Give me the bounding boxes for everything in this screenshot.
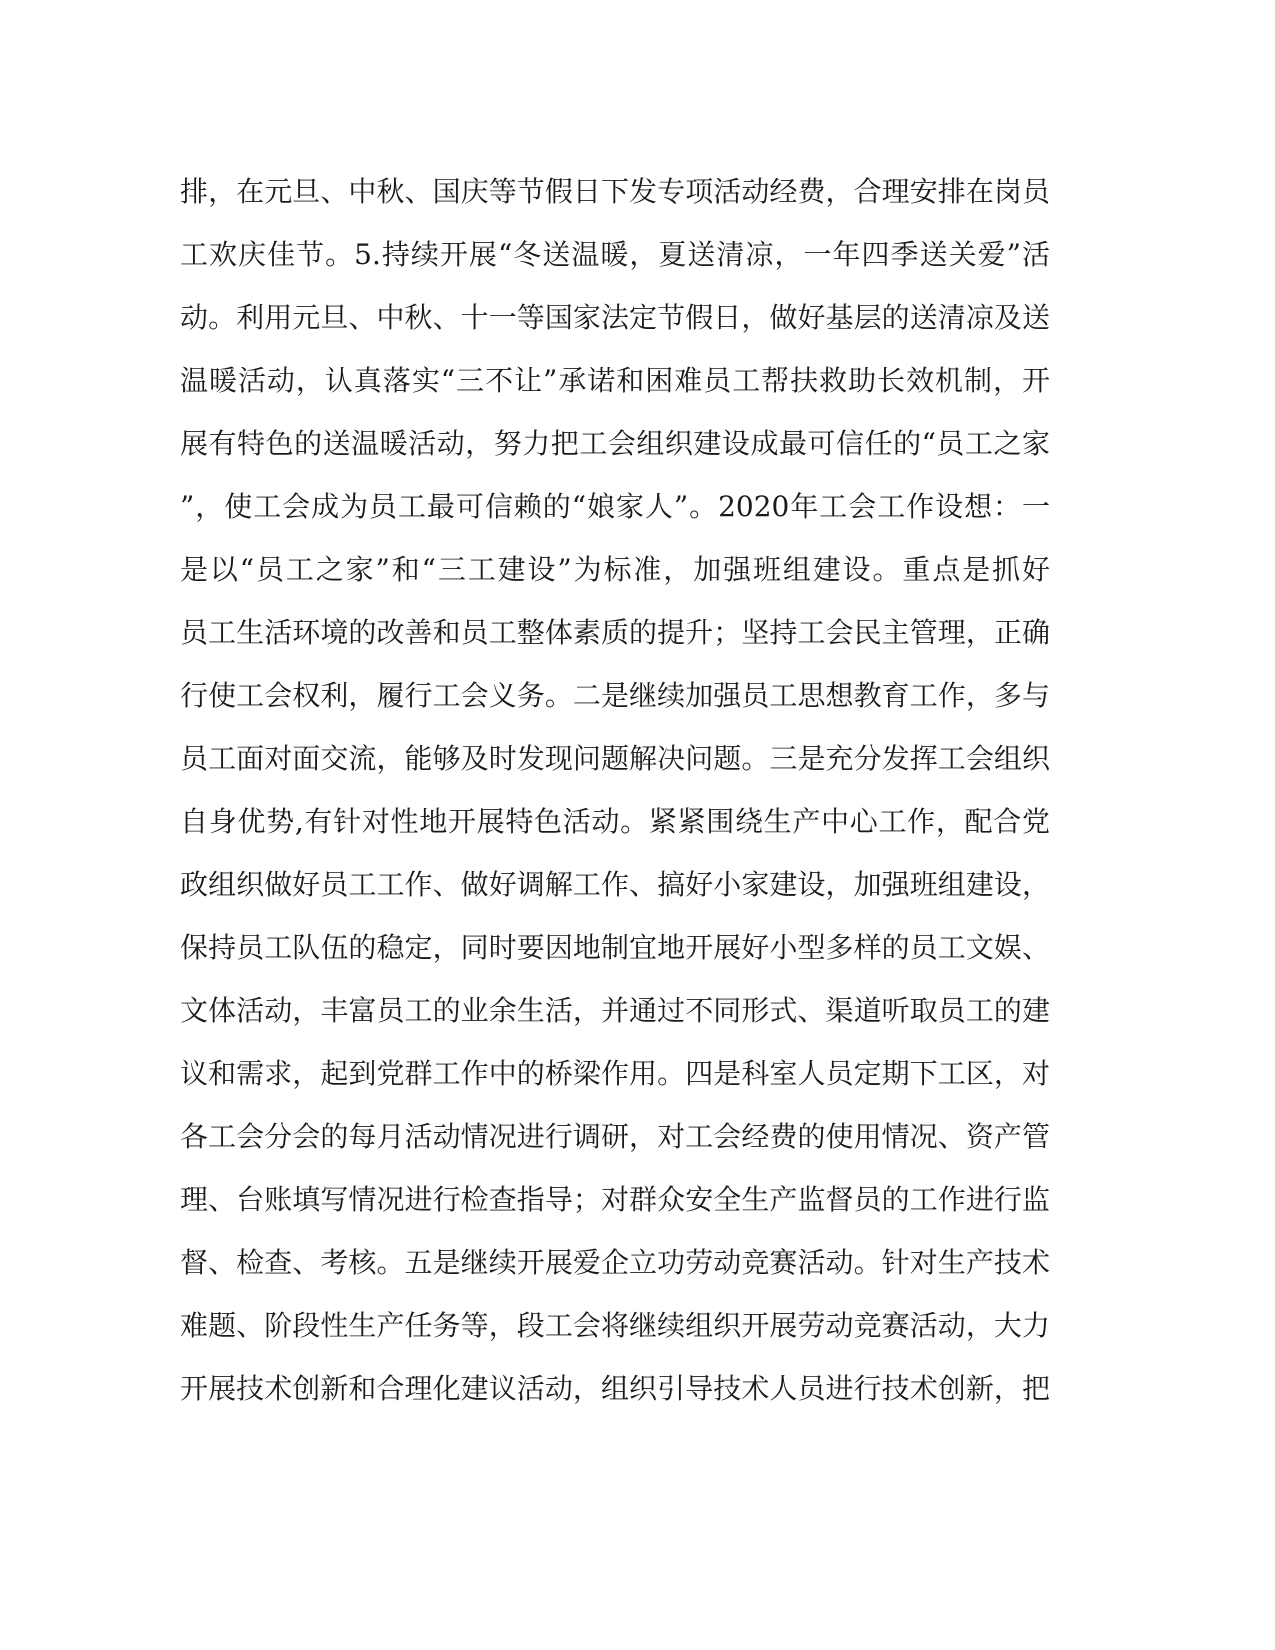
text-line: 动。利用元旦、中秋、十一等国家法定节假日，做好基层的送清凉及送 (180, 301, 1050, 334)
text-line: 开展技术创新和合理化建议活动，组织引导技术人员进行技术创新，把 (180, 1372, 1050, 1405)
text-line: 排，在元旦、中秋、国庆等节假日下发专项活动经费，合理安排在岗员 (180, 175, 1050, 208)
text-line: 行使工会权利，履行工会义务。二是继续加强员工思想教育工作，多与 (180, 679, 1050, 712)
text-line: 自身优势,有针对性地开展特色活动。紧紧围绕生产中心工作，配合党 (180, 805, 1050, 838)
text-line: ”，使工会成为员工最可信赖的“娘家人”。2020年工会工作设想：一 (180, 490, 1050, 523)
text-line: 工欢庆佳节。5.持续开展“冬送温暖，夏送清凉，一年四季送关爱”活 (180, 238, 1050, 271)
text-line: 议和需求，起到党群工作中的桥梁作用。四是科室人员定期下工区，对 (180, 1057, 1050, 1090)
text-line: 各工会分会的每月活动情况进行调研，对工会经费的使用情况、资产管 (180, 1120, 1050, 1153)
text-line: 是以“员工之家”和“三工建设”为标准，加强班组建设。重点是抓好 (180, 553, 1050, 586)
text-line: 理、台账填写情况进行检查指导；对群众安全生产监督员的工作进行监 (180, 1183, 1050, 1216)
text-line: 员工生活环境的改善和员工整体素质的提升；坚持工会民主管理，正确 (180, 616, 1050, 649)
text-line: 展有特色的送温暖活动，努力把工会组织建设成最可信任的“员工之家 (180, 427, 1050, 460)
text-line: 督、检查、考核。五是继续开展爱企立功劳动竞赛活动。针对生产技术 (180, 1246, 1050, 1279)
text-line: 文体活动，丰富员工的业余生活，并通过不同形式、渠道听取员工的建 (180, 994, 1050, 1027)
text-line: 保持员工队伍的稳定，同时要因地制宜地开展好小型多样的员工文娱、 (180, 931, 1050, 964)
text-line: 难题、阶段性生产任务等，段工会将继续组织开展劳动竞赛活动，大力 (180, 1309, 1050, 1342)
text-line: 员工面对面交流，能够及时发现问题解决问题。三是充分发挥工会组织 (180, 742, 1050, 775)
text-line: 温暖活动，认真落实“三不让”承诺和困难员工帮扶救助长效机制，开 (180, 364, 1050, 397)
body-text (180, 160, 1050, 1420)
text-line: 政组织做好员工工作、做好调解工作、搞好小家建设，加强班组建设， (180, 868, 1050, 901)
